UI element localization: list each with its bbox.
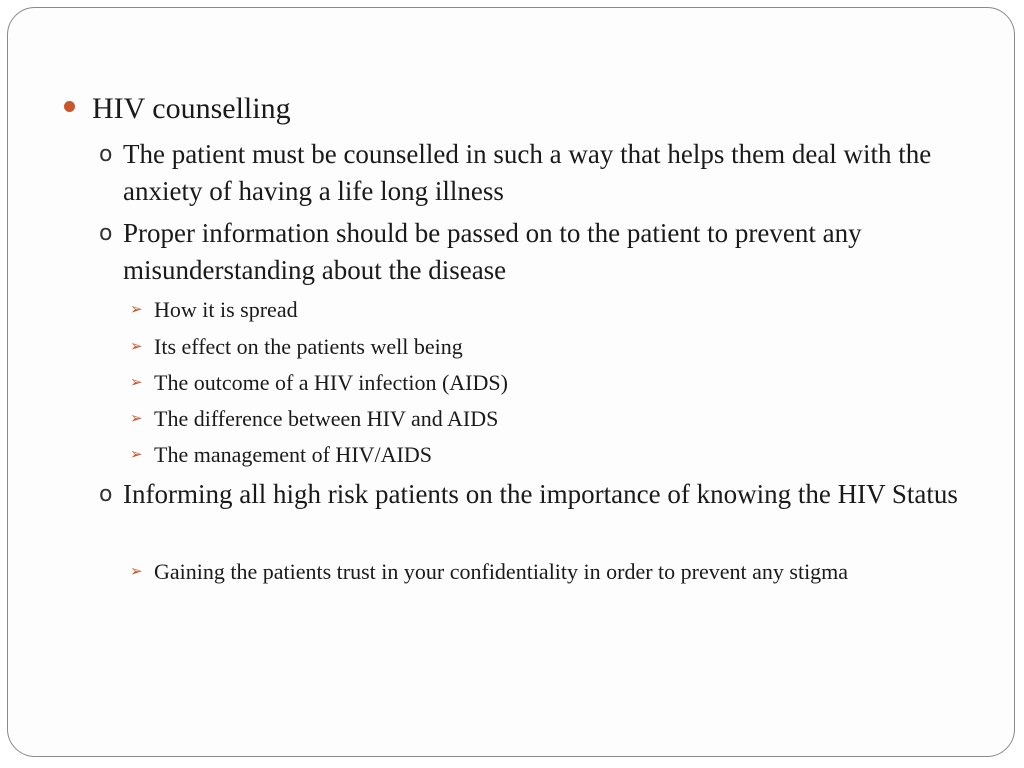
subpoint-effect: Its effect on the patients well being [154,334,463,359]
arrow-bullet-icon: ➢ [130,337,143,355]
bullet-dot-icon [64,101,75,112]
point-informing: Informing all high risk patients on the importance of knowing the HIV Status [123,479,958,509]
circle-bullet-icon: o [99,142,113,167]
arrow-bullet-icon: ➢ [130,445,143,463]
arrow-bullet-icon: ➢ [130,409,143,427]
circle-bullet-icon: o [99,482,113,507]
point-counselling: The patient must be counselled in such a way that helps them deal with the anxiety of having a life long illness [123,139,932,206]
circle-bullet-icon: o [99,221,113,246]
subpoint-trust: Gaining the patients trust in your confidentiality in order to prevent any stigma [154,559,849,584]
point-information: Proper information should be passed on to the patient to prevent any misunderstanding about the disease [123,218,862,285]
arrow-bullet-icon: ➢ [130,562,143,580]
subpoint-difference: The difference between HIV and AIDS [154,406,499,431]
subpoint-outcome: The outcome of a HIV infection (AIDS) [154,370,508,395]
subpoint-spread: How it is spread [154,297,298,322]
arrow-bullet-icon: ➢ [130,300,143,318]
heading-bullet: HIV counselling [92,92,291,125]
subpoint-management: The management of HIV/AIDS [154,442,432,467]
arrow-bullet-icon: ➢ [130,373,143,391]
